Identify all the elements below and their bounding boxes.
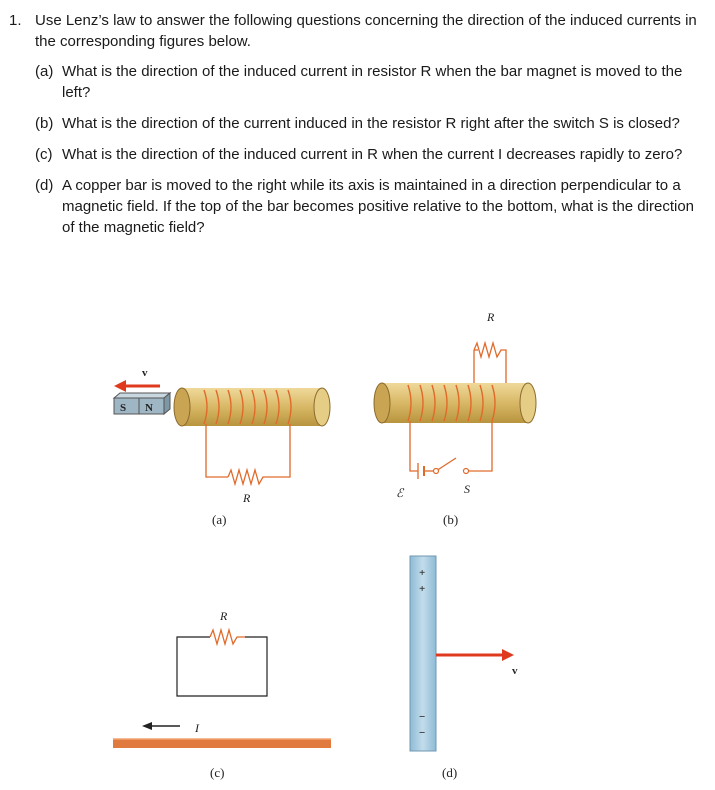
figure-a [100, 360, 350, 535]
part-d [35, 175, 699, 238]
minus-sign-1: − [419, 711, 426, 723]
resistor-label-c: R [220, 609, 228, 623]
part-b [35, 113, 699, 134]
solenoid-a [174, 388, 330, 426]
part-b-text: What is the direction of the current induced in the resistor R right after the switch S is closed? [62, 115, 680, 132]
part-a-label: (a) [35, 63, 54, 80]
current-arrow-icon [142, 722, 180, 730]
current-label: I [195, 721, 199, 735]
plus-sign-2: + [419, 583, 426, 595]
switch-contact-right [464, 469, 469, 474]
minus-sign-2: − [419, 727, 426, 739]
caption-d: (d) [442, 765, 458, 780]
question-parts [35, 61, 699, 238]
circuit-a [206, 424, 290, 484]
resistor-label-a: R [243, 491, 251, 505]
caption-a: (a) [212, 512, 227, 527]
part-b-label: (b) [35, 115, 54, 132]
right-arrow-icon [436, 649, 514, 661]
circuit-c [177, 630, 267, 696]
solenoid-b [374, 383, 536, 423]
velocity-label-a: v [142, 367, 148, 379]
part-a-text: What is the direction of the induced current in resistor R when the bar magnet is moved to the left? [62, 63, 683, 101]
caption-c: (c) [210, 765, 225, 780]
switch-label: S [464, 482, 470, 496]
caption-b: (b) [443, 512, 459, 527]
figure-c [105, 600, 340, 755]
figure-d [400, 548, 540, 758]
figure-b [370, 305, 545, 535]
question-block [9, 10, 699, 248]
part-a [35, 61, 699, 103]
resistor-label-b: R [487, 310, 495, 324]
part-d-label: (d) [35, 177, 54, 194]
circuit-b-top [474, 343, 506, 389]
question-intro: Use Lenz’s law to answer the following questions concerning the direction of the induced currents in the corresponding figures below. [35, 12, 697, 50]
bar-magnet [114, 393, 170, 414]
magnet-n-label: N [145, 402, 153, 414]
current-wire [113, 739, 331, 748]
question-number: 1. [9, 12, 22, 29]
emf-label: ℰ [396, 486, 404, 500]
part-d-text: A copper bar is moved to the right while its axis is maintained in a direction perpendicular to a magnetic field. If the top of the bar becomes positive relative to the bottom, what is the direction of the magnetic field? [62, 177, 695, 236]
velocity-label-d: v [512, 665, 518, 677]
part-c-label: (c) [35, 146, 53, 163]
part-c [35, 144, 699, 165]
plus-sign-1: + [419, 567, 426, 579]
magnet-s-label: S [120, 402, 127, 414]
circuit-b-bottom [410, 421, 492, 479]
switch-contact-left [434, 469, 439, 474]
part-c-text: What is the direction of the induced current in R when the current I decreases rapidly to zero? [62, 146, 683, 163]
left-arrow-icon [114, 380, 160, 392]
